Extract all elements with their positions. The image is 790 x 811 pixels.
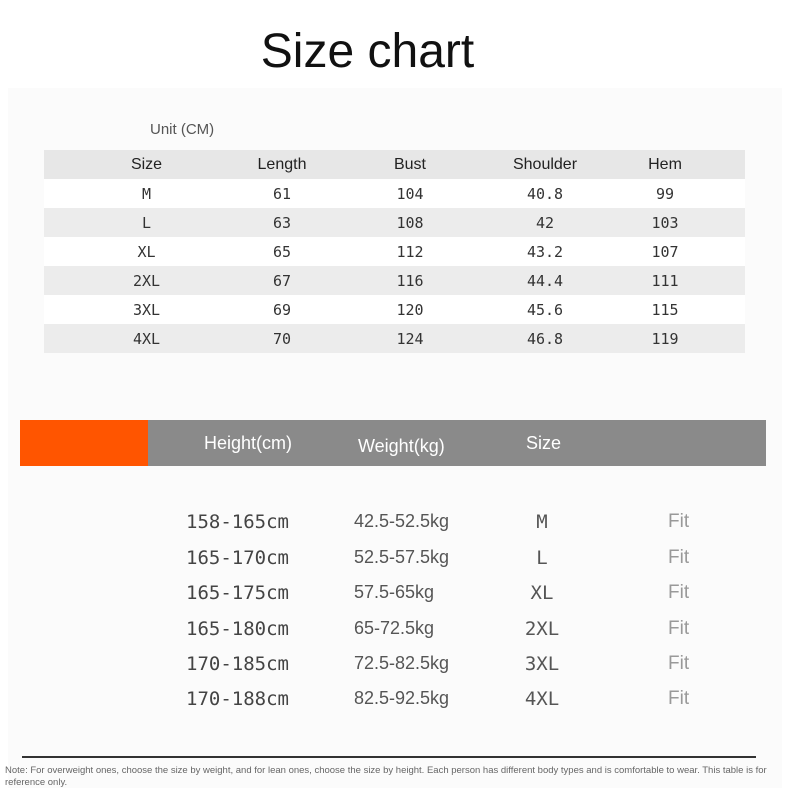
table-row xyxy=(44,237,745,266)
cell-bust: 124 xyxy=(396,329,424,348)
cell-shoulder: 45.6 xyxy=(526,300,564,319)
header-hem: Hem xyxy=(648,155,682,173)
cell-length: 63 xyxy=(272,213,292,232)
size-table xyxy=(44,150,745,353)
cell-size: XL xyxy=(137,242,156,261)
header-length: Length xyxy=(257,155,307,173)
divider xyxy=(22,756,756,758)
fit-label: Fit xyxy=(668,688,690,709)
fit-row xyxy=(0,582,790,618)
cell-bust: 108 xyxy=(396,213,424,232)
unit-label: Unit (CM) xyxy=(150,121,215,138)
table-row xyxy=(44,295,745,324)
cell-length: 69 xyxy=(272,300,292,319)
accent-block xyxy=(20,420,148,466)
cell-hem: 99 xyxy=(655,184,675,203)
header-shoulder: Shoulder xyxy=(512,155,578,173)
cell-shoulder: 44.4 xyxy=(526,271,564,290)
cell-hem: 119 xyxy=(651,329,679,348)
fit-label: Fit xyxy=(668,511,690,532)
header-height: Height(cm) xyxy=(204,433,293,453)
cell-size: M xyxy=(141,184,152,203)
weight-range: 57.5-65kg xyxy=(354,582,435,602)
weight-range: 82.5-92.5kg xyxy=(354,688,450,708)
header-weight: Weight(kg) xyxy=(358,436,445,456)
fit-row xyxy=(0,511,790,547)
header-bust: Bust xyxy=(393,155,426,173)
cell-length: 67 xyxy=(272,271,292,290)
cell-size: 3XL xyxy=(132,300,161,319)
cell-length: 61 xyxy=(272,184,292,203)
note-text: Note: For overweight ones, choose the size by weight, and for lean ones, choose the size by height. Each person has different body types and is comfortable to wear. This table is for reference only. xyxy=(5,765,767,788)
cell-hem: 115 xyxy=(651,300,679,319)
cell-bust: 116 xyxy=(396,271,424,290)
size-value: 3XL xyxy=(524,653,560,675)
cell-shoulder: 46.8 xyxy=(526,329,564,348)
height-range: 170-185cm xyxy=(186,653,289,675)
table-row xyxy=(44,208,745,237)
fit-row xyxy=(0,688,790,724)
cell-length: 65 xyxy=(272,242,292,261)
page-title: Size chart xyxy=(260,25,475,78)
table-row xyxy=(44,324,745,353)
size-table-body xyxy=(44,179,745,353)
fit-row xyxy=(0,618,790,654)
height-range: 165-180cm xyxy=(186,618,289,640)
weight-range: 52.5-57.5kg xyxy=(354,547,450,567)
fit-header-bar xyxy=(20,420,766,466)
fit-row xyxy=(0,653,790,689)
cell-shoulder: 43.2 xyxy=(526,242,564,261)
title-band xyxy=(0,0,790,88)
fit-label: Fit xyxy=(668,582,690,603)
cell-length: 70 xyxy=(272,329,292,348)
cell-bust: 120 xyxy=(396,300,424,319)
header-fit-size: Size xyxy=(526,433,562,453)
table-row xyxy=(44,266,745,295)
size-value: XL xyxy=(530,582,554,604)
weight-range: 42.5-52.5kg xyxy=(354,511,450,531)
size-value: 4XL xyxy=(524,688,560,710)
size-table-header-row xyxy=(44,150,745,179)
height-range: 158-165cm xyxy=(186,511,289,533)
cell-hem: 111 xyxy=(651,271,679,290)
cell-shoulder: 40.8 xyxy=(526,184,564,203)
cell-size: 2XL xyxy=(132,271,161,290)
header-size: Size xyxy=(130,155,163,173)
size-value: L xyxy=(536,547,548,569)
cell-size: L xyxy=(141,213,152,232)
height-range: 165-170cm xyxy=(186,547,289,569)
fit-label: Fit xyxy=(668,653,690,674)
fit-row xyxy=(0,547,790,583)
size-value: 2XL xyxy=(524,618,560,640)
cell-shoulder: 42 xyxy=(535,213,555,232)
height-range: 165-175cm xyxy=(186,582,289,604)
cell-bust: 112 xyxy=(396,242,424,261)
cell-hem: 107 xyxy=(651,242,679,261)
weight-range: 72.5-82.5kg xyxy=(354,653,450,673)
weight-range: 65-72.5kg xyxy=(354,618,435,638)
table-row xyxy=(44,179,745,208)
cell-size: 4XL xyxy=(132,329,161,348)
cell-hem: 103 xyxy=(651,213,679,232)
cell-bust: 104 xyxy=(396,184,424,203)
height-range: 170-188cm xyxy=(186,688,289,710)
size-value: M xyxy=(536,511,548,533)
fit-label: Fit xyxy=(668,547,690,568)
fit-label: Fit xyxy=(668,618,690,639)
